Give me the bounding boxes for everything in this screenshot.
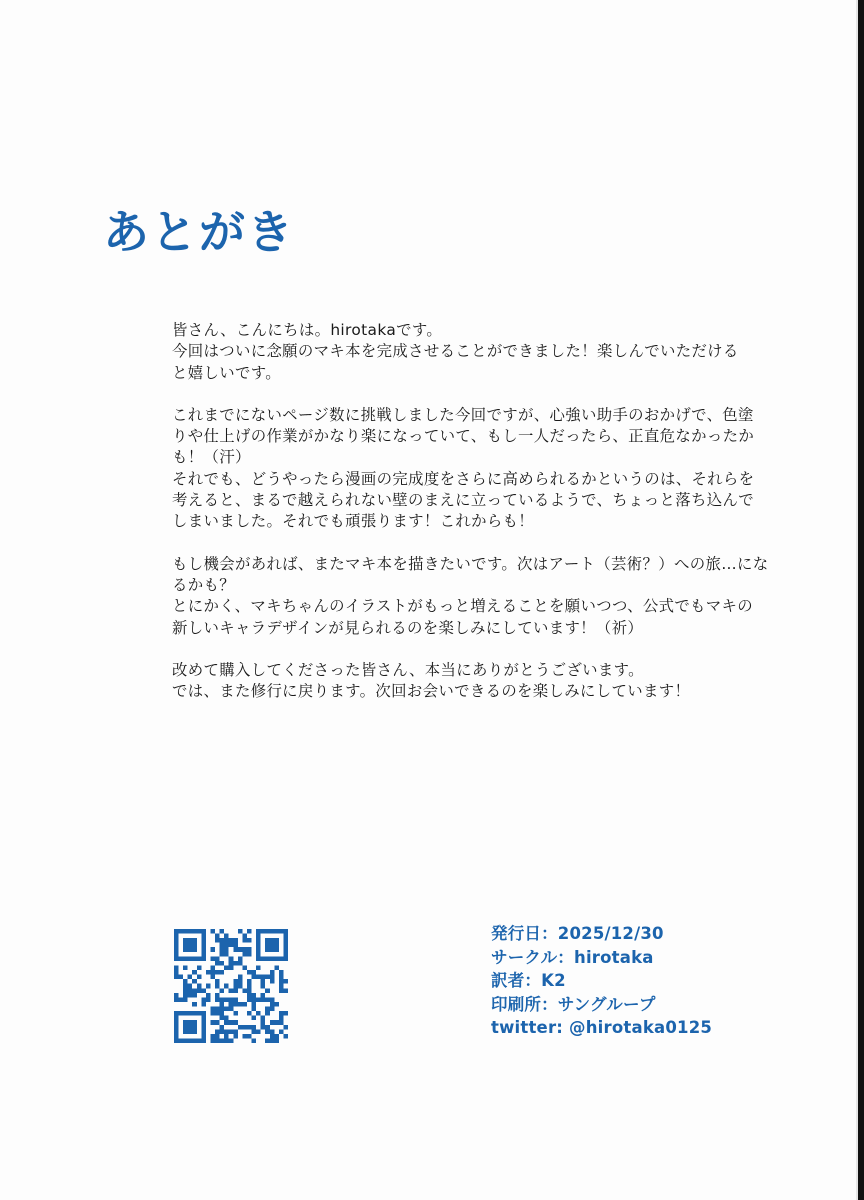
text-line: るかも？ [172, 575, 235, 594]
translator: 訳者：K2 [491, 971, 566, 991]
circle-name: サークル：hirotaka [491, 947, 654, 967]
text-line: 考えると、まるで越えられない壁のまえに立っているようで、ちょっと落ち込んで [172, 491, 754, 510]
text-line: 新しいキャラデザインが見られるのを楽しみにしています！（祈） [172, 618, 644, 637]
paragraph-challenge [172, 405, 772, 533]
publish-date: 発行日：2025/12/30 [491, 924, 664, 943]
text-line: では、また修行に戻ります。次回お会いできるのを楽しみにしています！ [172, 682, 691, 701]
afterword-body [172, 320, 772, 723]
text-line: と嬉しいです。 [172, 363, 281, 382]
text-line: 今回はついに念願のマキ本を完成させることができました！楽しんでいただける [172, 342, 739, 361]
text-line: これまでにないページ数に挑戦しました今回ですが、心強い助手のおかげで、色塗 [172, 405, 754, 424]
printer: 印刷所：サングループ [491, 994, 656, 1014]
colophon [491, 922, 712, 1040]
paragraph-thanks [172, 660, 772, 703]
text-line: りや仕上げの作業がかなり楽になっていて、もし一人だったら、正直危なかったか [172, 427, 755, 446]
paragraph-future [172, 554, 772, 639]
twitter-handle: twitter: @hirotaka0125 [491, 1018, 713, 1038]
text-line: もし機会があれば、またマキ本を描きたいです。次はアート（芸術？）への旅…にな [172, 554, 769, 573]
text-line: とにかく、マキちゃんのイラストがもっと増えることを願いつつ、公式でもマキの [172, 597, 754, 616]
text-line: それでも、どうやったら漫画の完成度をさらに高められるかというのは、それらを [172, 469, 755, 488]
page-title: あとがき [103, 205, 295, 259]
text-line: しまいました。それでも頑張ります！これからも！ [172, 512, 535, 531]
qr-code-icon [174, 929, 288, 1043]
text-line: も！（汗） [172, 448, 251, 467]
paragraph-greeting [172, 320, 772, 384]
text-line: 皆さん、こんにちは。hirotakaです。 [172, 321, 443, 339]
page-edge [858, 0, 864, 1200]
text-line: 改めて購入してくださった皆さん、本当にありがとうございます。 [172, 660, 644, 679]
